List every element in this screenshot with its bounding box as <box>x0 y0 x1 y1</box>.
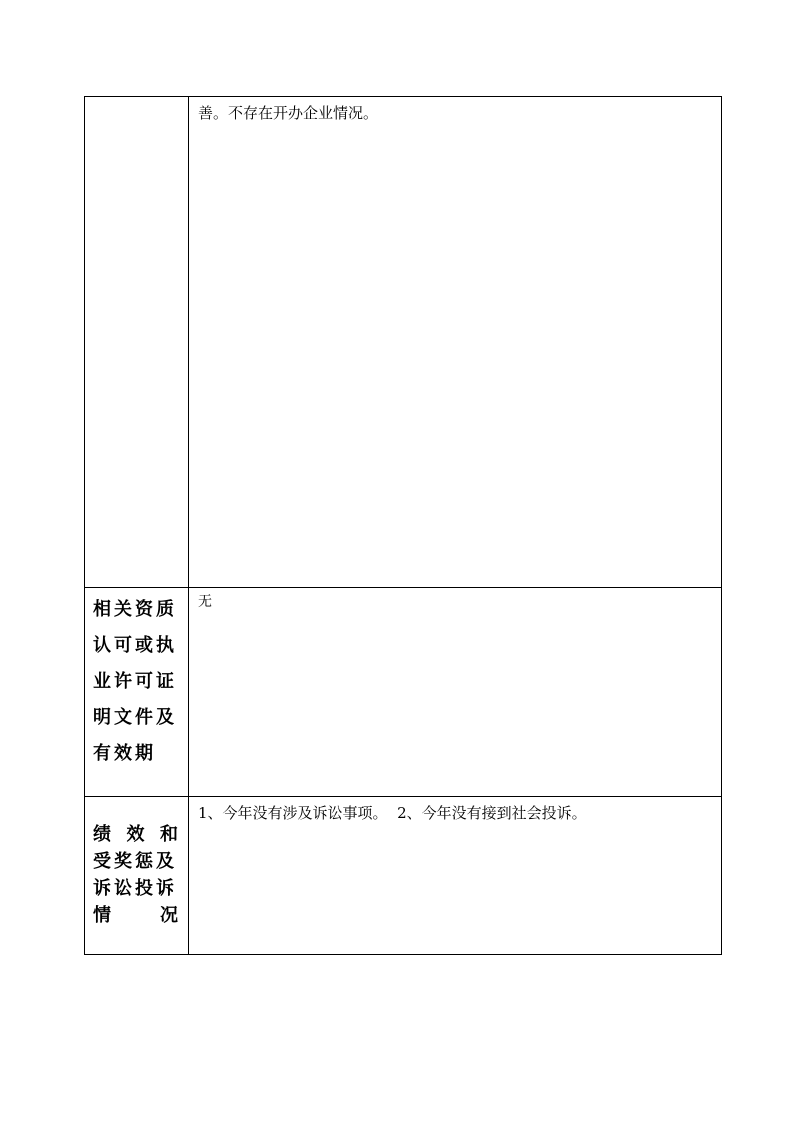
content-cell-performance <box>189 797 722 955</box>
label-line-justified <box>93 902 181 929</box>
table-row-qualification <box>85 588 722 797</box>
label-char: 效 <box>126 824 148 845</box>
qualification-value: 无 <box>198 594 212 610</box>
label-line: 诉讼投诉 <box>93 878 177 899</box>
label-char: 情 <box>93 905 114 926</box>
label-cell-qualification <box>85 588 189 797</box>
label-line-justified <box>93 821 181 848</box>
label-line: 受奖惩及 <box>93 851 177 872</box>
content-cell-qualification <box>189 588 722 797</box>
label-line: 认可或执 <box>93 635 177 656</box>
label-line: 明文件及 <box>93 707 177 728</box>
label-line: 相关资质 <box>93 599 177 620</box>
label-char: 况 <box>160 905 181 926</box>
qualification-label <box>85 588 188 772</box>
report-table <box>84 96 722 955</box>
table-row-performance <box>85 797 722 955</box>
label-char: 和 <box>160 824 181 845</box>
table-row-previous-continuation <box>85 97 722 588</box>
label-cell-performance <box>85 797 189 955</box>
content-cell-continuation <box>189 97 722 588</box>
label-cell-empty <box>85 97 189 588</box>
performance-label <box>85 797 188 929</box>
continuation-text: 善。不存在开办企业情况。 <box>198 104 379 122</box>
performance-value: 1、今年没有涉及诉讼事项。 2、今年没有接到社会投诉。 <box>198 804 587 822</box>
label-line: 业许可证 <box>93 671 177 692</box>
label-char: 绩 <box>93 824 114 845</box>
label-line: 有效期 <box>93 743 156 764</box>
